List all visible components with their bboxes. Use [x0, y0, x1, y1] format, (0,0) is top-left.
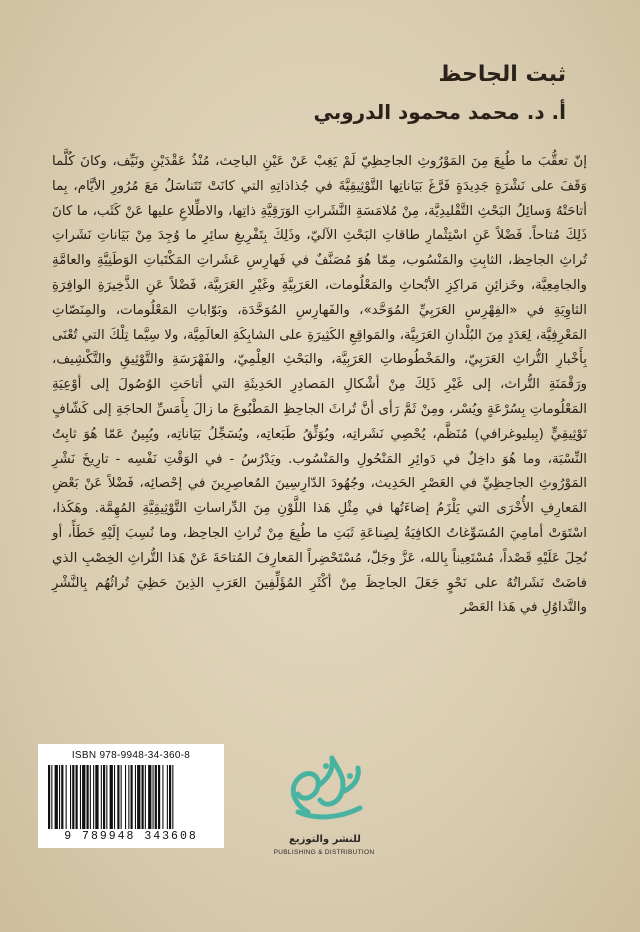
barcode-bars-icon	[46, 765, 216, 829]
book-title: ثبت الجاحظ	[438, 62, 566, 87]
blurb-paragraph: إنّ تعقُّبَ ما طُبِعَ مِنَ المَوْرُوثِ الجاحِظِيّ لَمْ يَغِبْ عَنْ عَيْنِ الباحِث، مُنْذُ عَقْدَيْنِ ونَيِّف، وكانَ كُلَّما وَقَفَ على نَشْرَةٍ جَدِيدَةٍ فَرَّغَ بَيَاناتِها التَّوْثِيقِيَّةَ في جُذاذاتِهِ التي كانَتْ تَتَناسَلُ مَعَ مُرُورِ الأيَّام، بِما أتاحَتْهُ وَسائِلُ البَحْثِ التَّقْليدِيَّة، مِنْ مُلامَسَةِ النَّشَراتِ الوَرَقِيَّةِ ذاتِها، والاطِّلاعِ عليها عَنْ كَثَب، ما كانَ ذَلِكَ مُتاحاً. فَضْلاً عَنِ اسْتِثْمارِ طاقاتِ البَحْثِ الآليّ، وذَلِكَ بِتَفْرِيغِ سائِرِ ما وُجِدَ مِنْ بَيَاناتِ نَشَراتِ تُراثِ الجاحِظ، الثابِتِ والمَنْسُوب، مِمّا هُوَ مُصَنَّفٌ في فَهارِسِ عَشَراتِ المَكْتَباتِ الوَطَنِيَّةِ والعامَّةِ والجامِعِيَّة، وخَزائِنِ مَراكِزِ الأبْحاثِ والمَعْلُومات، العَرَبِيَّةِ وغَيْرِ العَرَبِيَّة، فَضْلاً عَنِ الذَّخِيرَةِ الوافِرَةِ الثاوِيَةِ في «الفِهْرِسِ العَرَبِيِّ المُوَحَّد»، والفَهارِسِ المُوَحَّدَة، وبَوّاباتِ المَعْلُومات، والمِنَصّاتِ المَعْرِفِيَّة، لِعَدَدٍ مِنَ البُلْدانِ العَرَبِيَّة، والمَواقِعِ الكَثِيرَةِ على الشابِكَةِ العالَمِيَّة، ولا سِيَّما تِلْكَ التي تُعْنَى بِأَخْبارِ التُّراثِ العَرَبِيّ، والمَخْطُوطاتِ العَرَبِيَّة، والبَحْثِ العِلْمِيّ، والفَهْرَسَةِ والتَّوْثِيقِ والتَّكْشِيف، ورَقْمَنَةِ التُّراث، إلى غَيْرِ ذَلِكَ مِنْ أشْكالِ المَصادِرِ الحَدِيثَةِ التي أتاحَتِ الوُصُولَ إلى أوْعِيَةِ المَعْلُوماتِ بِسُرْعَةٍ ويُسْر، ومِنْ ثَمَّ رَأى أنَّ تُراثَ الجاحِظِ المَطْبُوعَ ما زالَ بِأَمَسِّ الحاجَةِ إلى كَشّافٍ تَوْثِيقِيٍّ (بِبليوغرافي) مُنَظَّم، يُحْصِي نَشَراتِه، ويُوَثِّقُ طَبَعاتِه، ويُسَجِّلُ بَيَاناتِه، ويُبِينُ عَمّا هُوَ ثابِتُ النِّسْبَة، وما هُوَ داخِلٌ في دَوائِرِ المَنْحُولِ والمَنْسُوب. ويَدْرُسُ - في الوَقْتِ نَفْسِه - تارِيخَ نَشْرِ المَوْرُوثِ الجاحِظِيِّ في العَصْرِ الحَدِيث، وجُهُودَ الدّارِسِينَ المُعاصِرِينَ في إحْصائِه، فَضْلاً عَنْ بَعْضِ المَعارِفِ الأُخْرَى التي يَلْزَمُ إضاءَتُها في مِثْلِ هَذا اللَّوْنِ مِنَ الدِّراساتِ التَّوْثِيقِيَّةِ المُهِمَّة. وهَكَذا، اسْتَوَتْ أمامِيَ المُسَوِّغاتُ الكافِيَةُ لِصِناعَةِ ثَبَتِ ما طُبِعَ مِنْ تُراثِ الجاحِظ، وما نُسِبَ إلَيْهِ خَطَأً، أو نُحِلَ عَلَيْهِ قَصْداً، مُسْتَعِيناً بِالله، عَزَّ وجَلّ، مُسْتَحْضِراً المَعارِفَ المُتاحَةَ عَنْ هَذا التُّراثِ الخِصْبِ الذي فاضَتْ نَشَراتُهُ على نَحْوٍ جَعَلَ الجاحِظَ مِنْ أكْثَرِ المُؤَلِّفِينَ العَرَبِ الذِينَ حَظِيَ تُراثُهُم بِالنَّشْرِ والتَّداوُلِ في هَذا العَصْر	[52, 154, 587, 616]
barcode-number: 9 789948 343608	[64, 830, 198, 843]
publisher-name: للنشر والتوزيع	[289, 834, 361, 845]
isbn-label: ISBN 978-9948-34-360-8	[71, 750, 191, 761]
book-author: أ. د. محمد محمود الدروبي	[313, 100, 566, 124]
isbn-barcode	[38, 744, 224, 848]
publisher-name-english: PUBLISHING & DISTRIBUTION	[273, 849, 375, 856]
publisher-logo-icon	[268, 742, 378, 832]
